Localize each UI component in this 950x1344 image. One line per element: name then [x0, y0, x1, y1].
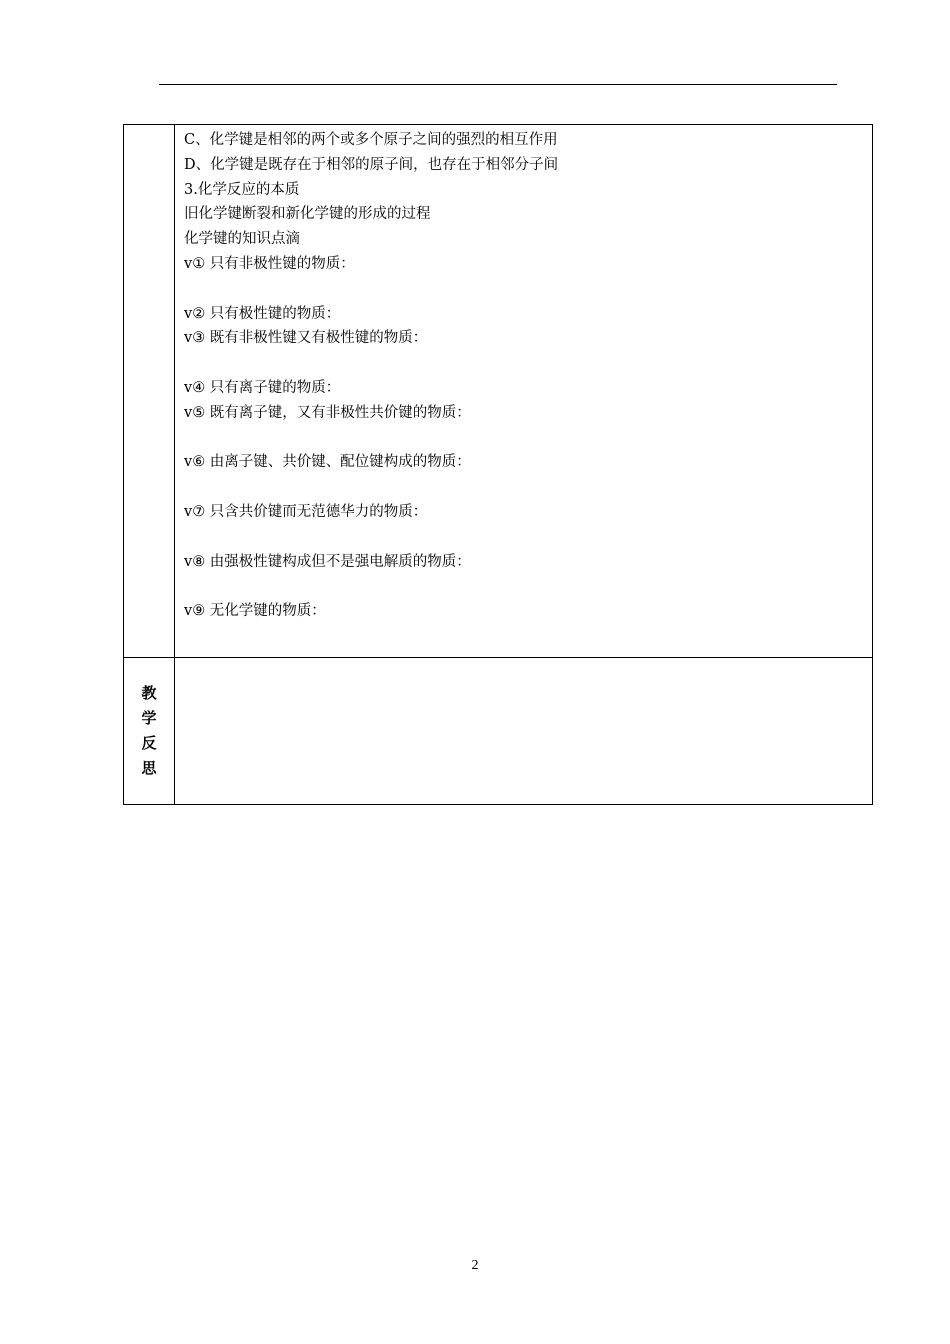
page-number: 2: [471, 1258, 479, 1273]
knowledge-item-1: v① 只有非极性键的物质：: [184, 255, 355, 272]
section-heading: 3.化学反应的本质: [184, 181, 300, 198]
reflection-row: [124, 658, 873, 805]
knowledge-item-2: v② 只有极性键的物质：: [184, 305, 341, 322]
blank-space: [184, 475, 872, 500]
knowledge-item-7: v⑦ 只含共价键而无范德华力的物质：: [184, 503, 428, 520]
section-text: 旧化学键断裂和新化学键的形成的过程: [184, 206, 431, 223]
knowledge-item-3: v③ 既有非极性键又有极性键的物质：: [184, 330, 428, 347]
blank-space: [184, 426, 872, 451]
blank-space: [184, 277, 872, 302]
option-c-line: C、化学键是相邻的两个或多个原子之间的强烈的相互作用: [184, 132, 558, 148]
reflection-label: [124, 658, 175, 805]
content-row: [124, 125, 873, 658]
option-d-line: D、化学键是既存在于相邻的原子间，也存在于相邻分子间: [184, 156, 559, 173]
reflection-label-char: 思: [141, 759, 157, 777]
knowledge-item-9: v⑨ 无化学键的物质：: [184, 603, 326, 620]
knowledge-item-8: v⑧ 由强极性键构成但不是强电解质的物质：: [184, 553, 471, 570]
header-rule: [159, 84, 837, 85]
blank-space: [184, 574, 872, 599]
reflection-label-char: 教: [141, 684, 157, 702]
lesson-table: [123, 124, 873, 805]
content-cell: [175, 125, 873, 658]
knowledge-item-6: v⑥ 由离子键、共价键、配位键构成的物质：: [184, 454, 471, 471]
knowledge-item-5: v⑤ 既有离子键，又有非极性共价键的物质：: [184, 404, 471, 421]
blank-space: [184, 351, 872, 376]
knowledge-item-4: v④ 只有离子键的物质：: [184, 379, 341, 396]
reflection-content-cell: [175, 658, 873, 805]
reflection-label-char: 反: [141, 734, 157, 752]
content-label-cell: [124, 125, 175, 658]
reflection-label-char: 学: [141, 709, 157, 727]
blank-space: [184, 525, 872, 550]
knowledge-heading: 化学键的知识点滴: [184, 231, 300, 248]
